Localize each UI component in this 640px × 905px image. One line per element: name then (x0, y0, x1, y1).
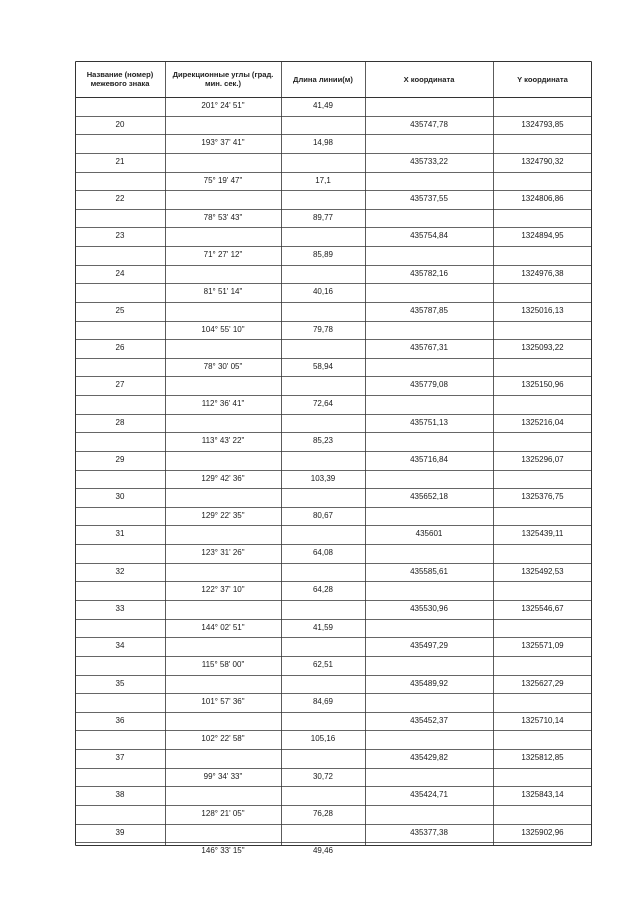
segment-angle: 123° 31' 26" (201, 548, 245, 558)
segment-length: 79,78 (312, 324, 334, 334)
segment-length: 62,51 (312, 659, 334, 669)
segment-angle: 78° 53' 43" (203, 212, 243, 222)
point-name: 39 (115, 827, 125, 837)
segment-angle: 129° 22' 35" (201, 510, 245, 520)
segment-length: 17,1 (315, 175, 331, 185)
point-x-coordinate: 435747,78 (410, 119, 448, 129)
point-x-coordinate: 435782,16 (410, 268, 448, 278)
point-y-coordinate: 1324793,85 (521, 119, 564, 129)
segment-angle: 102° 22' 58" (201, 734, 245, 744)
segment-length: 89,77 (312, 212, 334, 222)
point-name: 29 (115, 454, 125, 464)
point-x-coordinate: 435452,37 (410, 715, 448, 725)
point-y-coordinate: 1325296,07 (521, 454, 564, 464)
point-y-coordinate: 1325016,13 (521, 305, 564, 315)
point-x-coordinate: 435751,13 (410, 417, 448, 427)
point-x-coordinate: 435716,84 (410, 454, 448, 464)
segment-angle: 113° 43' 22" (201, 436, 245, 446)
header-y: Y координата (517, 74, 568, 84)
segment-angle: 122° 37' 10" (201, 585, 245, 595)
point-x-coordinate: 435489,92 (410, 678, 448, 688)
header-angle: Дирекционные углы (град. мин. сек.) (172, 70, 274, 88)
point-x-coordinate: 435530,96 (410, 604, 448, 613)
point-name: 24 (115, 268, 125, 278)
point-y-coordinate: 1325492,53 (521, 566, 564, 576)
point-x-coordinate: 435497,29 (410, 641, 448, 651)
segment-angle: 144° 02' 51" (201, 622, 245, 632)
point-x-coordinate: 435585,61 (410, 566, 448, 576)
point-y-coordinate: 1324790,32 (521, 156, 564, 166)
segment-length: 40,16 (312, 287, 334, 297)
segment-length: 84,69 (312, 697, 334, 707)
segment-angle: 78° 30' 05" (203, 361, 243, 371)
point-y-coordinate: 1325093,22 (521, 343, 564, 353)
segment-length: 64,28 (312, 585, 334, 595)
point-y-coordinate: 1325812,85 (521, 753, 564, 763)
point-y-coordinate: 1325843,14 (521, 790, 564, 800)
point-y-coordinate: 1324894,95 (521, 231, 564, 241)
segment-angle: 75° 19' 47" (203, 175, 243, 185)
segment-angle: 112° 36' 41" (201, 399, 245, 409)
segment-length: 76,28 (312, 808, 334, 818)
point-y-coordinate: 1325902,96 (521, 827, 564, 837)
segment-length: 14,98 (312, 138, 334, 148)
point-x-coordinate: 435754,84 (410, 231, 448, 241)
segment-length: 85,23 (312, 436, 334, 446)
point-x-coordinate: 435767,31 (410, 343, 448, 353)
coordinates-table (75, 61, 592, 856)
point-x-coordinate: 435733,22 (410, 156, 448, 166)
point-x-coordinate: 435429,82 (410, 753, 448, 763)
point-y-coordinate: 1324806,86 (521, 194, 564, 204)
segment-angle: 71° 27' 12" (203, 250, 243, 260)
point-x-coordinate: 435787,85 (410, 305, 448, 315)
segment-angle: 146° 33' 15" (201, 846, 245, 856)
segment-length: 64,08 (312, 548, 334, 558)
point-name: 25 (115, 305, 125, 315)
segment-angle: 81° 51' 14" (203, 287, 243, 297)
point-name: 23 (115, 231, 125, 241)
point-name: 26 (115, 343, 125, 353)
segment-length: 49,46 (312, 846, 334, 856)
point-name: 36 (115, 715, 125, 725)
segment-angle: 193° 37' 41" (201, 138, 245, 148)
point-x-coordinate: 435652,18 (410, 492, 448, 502)
point-y-coordinate: 1324976,38 (521, 268, 564, 278)
segment-angle: 201° 24' 51" (201, 101, 245, 110)
segment-angle: 99° 34' 33" (203, 771, 243, 781)
point-y-coordinate: 1325571,09 (521, 641, 564, 651)
point-y-coordinate: 1325439,11 (521, 529, 564, 539)
point-x-coordinate: 435424,71 (410, 790, 448, 800)
segment-length: 80,67 (312, 510, 334, 520)
segment-length: 85,89 (312, 250, 334, 260)
point-name: 38 (115, 790, 125, 800)
segment-angle: 104° 55' 10" (201, 324, 245, 334)
point-x-coordinate: 435377,38 (410, 827, 448, 837)
segment-angle: 115° 58' 00" (201, 659, 245, 669)
point-y-coordinate: 1325216,04 (521, 417, 564, 427)
point-y-coordinate: 1325627,29 (521, 678, 564, 688)
segment-length: 41,49 (312, 101, 334, 110)
point-name: 34 (115, 641, 125, 651)
point-name: 27 (115, 380, 125, 390)
point-name: 33 (115, 604, 125, 613)
point-y-coordinate: 1325150,96 (521, 380, 564, 390)
point-name: 21 (115, 156, 125, 166)
segment-length: 103,39 (310, 473, 336, 483)
segment-length: 72,64 (312, 399, 334, 409)
point-y-coordinate: 1325546,67 (521, 604, 564, 613)
point-name: 22 (115, 194, 125, 204)
segment-length: 105,16 (310, 734, 336, 744)
segment-length: 58,94 (312, 361, 334, 371)
point-x-coordinate: 435737,55 (410, 194, 448, 204)
point-name: 35 (115, 678, 125, 688)
point-name: 20 (115, 119, 125, 129)
segment-angle: 101° 57' 36" (201, 697, 245, 707)
point-x-coordinate: 435779,08 (410, 380, 448, 390)
segment-length: 30,72 (312, 771, 334, 781)
header-length: Длина линии(м) (293, 74, 353, 84)
point-x-coordinate: 435601 (415, 529, 443, 539)
header-name: Название (номер) межевого знака (86, 70, 154, 88)
point-name: 32 (115, 566, 125, 576)
point-name: 30 (115, 492, 125, 502)
point-name: 37 (115, 753, 125, 763)
segment-angle: 128° 21' 05" (201, 808, 245, 818)
header-x: X координата (403, 74, 455, 84)
point-y-coordinate: 1325376,75 (521, 492, 564, 502)
point-name: 28 (115, 417, 125, 427)
point-y-coordinate: 1325710,14 (521, 715, 564, 725)
segment-angle: 129° 42' 36" (201, 473, 245, 483)
point-name: 31 (115, 529, 125, 539)
segment-length: 41,59 (312, 622, 334, 632)
